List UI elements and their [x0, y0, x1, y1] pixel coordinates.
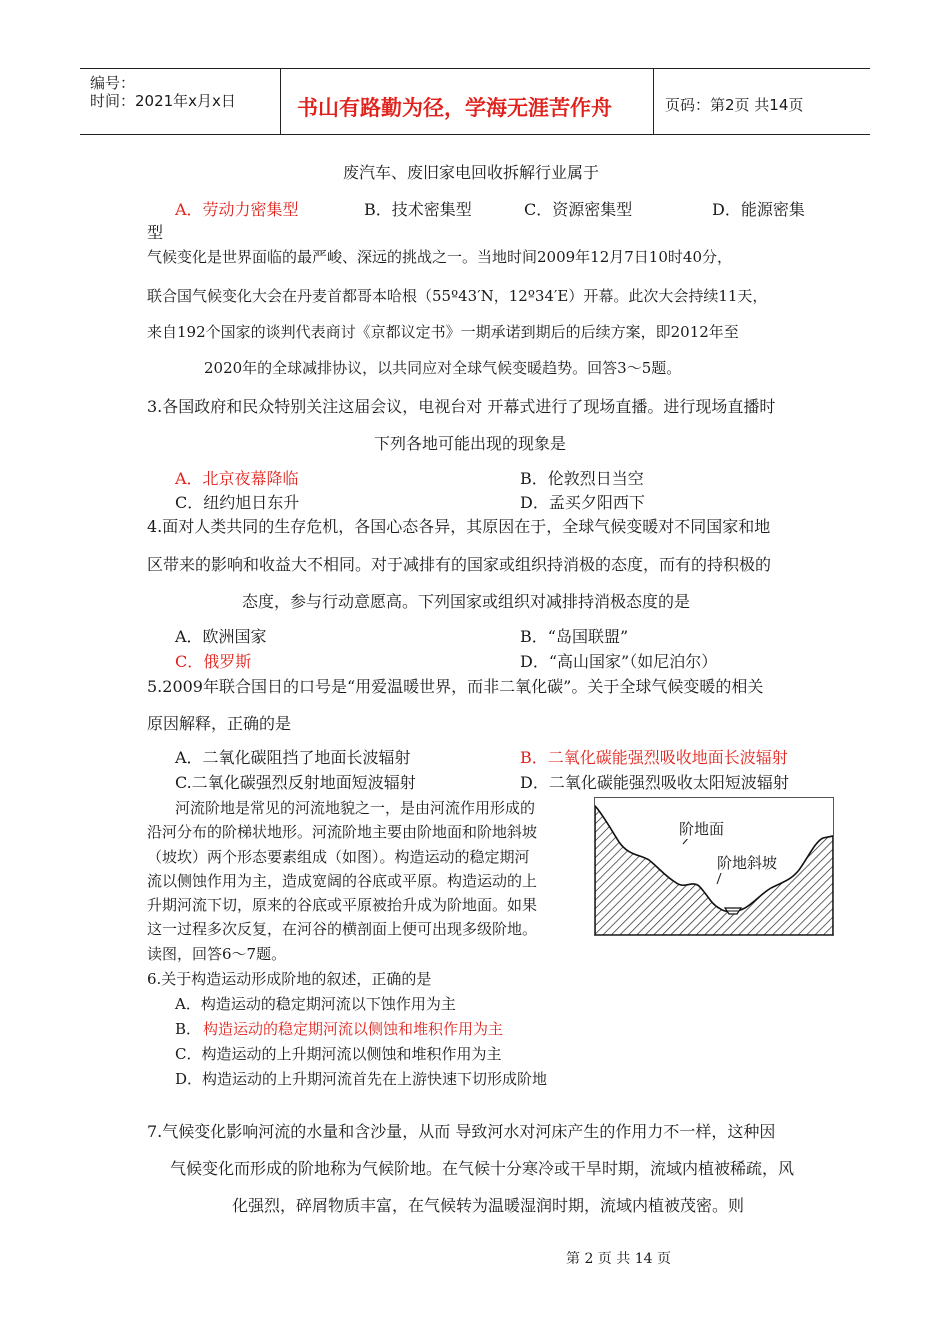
- header-motto: 书山有路勤为径，学海无涯苦作舟: [297, 96, 612, 120]
- header-divider-left: [280, 68, 281, 135]
- passage1-line: 气候变化是世界面临的最严峻、深远的挑战之一。当地时间2009年12月7日10时40分，: [147, 248, 732, 266]
- q2-option-c: C．资源密集型: [524, 200, 633, 219]
- q5-stem-line: 原因解释，正确的是: [147, 714, 292, 733]
- header-bottom-rule: [80, 134, 870, 135]
- doc-number-label: 编号：: [90, 74, 136, 92]
- passage1-line: 来自192个国家的谈判代表商讨《京都议定书》一期承诺到期后的后续方案，即2012年至: [147, 323, 739, 341]
- q2-option-d-wrap: 型: [147, 223, 164, 242]
- header-page-label: 页码：第2页 共14页: [665, 96, 804, 114]
- passage2-line: 河流阶地是常见的河流地貌之一，是由河流作用形成的: [175, 799, 536, 817]
- header-top-rule: [80, 68, 870, 69]
- q4-option-d: D．“高山国家”（如尼泊尔）: [520, 652, 718, 671]
- passage2-line: 沿河分布的阶梯状地形。河流阶地主要由阶地面和阶地斜坡: [147, 823, 538, 841]
- q4-option-b: B．“岛国联盟”: [520, 627, 629, 646]
- q6-option-b: 构造运动的稳定期河流以侧蚀和堆积作用为主: [203, 1020, 504, 1038]
- label-terrace-surface: 阶地面: [679, 820, 725, 838]
- river-terrace-diagram: [594, 797, 834, 936]
- q4-option-c: C．俄罗斯: [175, 652, 252, 671]
- q5-option-a: A．二氧化碳阻挡了地面长波辐射: [175, 748, 411, 767]
- passage2-line: 升期河流下切，原来的谷底或平原被抬升成为阶地面。如果: [147, 896, 538, 914]
- q7-stem-line: 化强烈，碎屑物质丰富，在气候转为温暖湿润时期，流域内植被茂密。则: [232, 1196, 745, 1215]
- q6-option-c: C．构造运动的上升期河流以侧蚀和堆积作用为主: [175, 1045, 502, 1063]
- q2-stem: 废汽车、废旧家电回收拆解行业属于: [343, 163, 600, 182]
- page-footer: 第 2 页 共 14 页: [566, 1251, 671, 1267]
- q5-option-c: C.二氧化碳强烈反射地面短波辐射: [175, 773, 416, 792]
- q3-option-c: C．纽约旭日东升: [175, 493, 300, 512]
- q5-option-d: D．二氧化碳能强烈吸收太阳短波辐射: [520, 773, 789, 792]
- q3-stem-line: 3.各国政府和民众特别关注这届会议，电视台对 开幕式进行了现场直播。进行现场直播时: [147, 397, 776, 416]
- header-divider-right: [653, 68, 654, 135]
- q3-stem-line: 下列各地可能出现的现象是: [374, 434, 567, 453]
- q5-option-b: B．二氧化碳能强烈吸收地面长波辐射: [520, 748, 788, 767]
- q6-option-d: D．构造运动的上升期河流首先在上游快速下切形成阶地: [175, 1070, 548, 1088]
- doc-date-label: 时间：2021年x月x日: [90, 92, 236, 110]
- q7-stem-line: 7.气候变化影响河流的水量和含沙量，从而 导致河水对河床产生的作用力不一样，这种因: [147, 1122, 776, 1141]
- passage1-line: 2020年的全球减排协议，以共同应对全球气候变暖趋势。回答3～5题。: [204, 359, 682, 377]
- q3-option-d: D．孟买夕阳西下: [520, 493, 645, 512]
- q6-stem: 6.关于构造运动形成阶地的叙述，正确的是: [147, 970, 432, 988]
- passage2-line: 流以侧蚀作用为主，造成宽阔的谷底或平原。构造运动的上: [147, 872, 538, 890]
- q2-option-d: D．能源密集: [712, 200, 805, 219]
- passage1-line: 联合国气候变化大会在丹麦首都哥本哈根（55º43′N，12º34′E）开幕。此次大会持续11天，: [147, 287, 768, 305]
- q2-option-a: A．劳动力密集型: [175, 200, 299, 219]
- q4-option-a: A．欧洲国家: [175, 627, 267, 646]
- label-terrace-slope: 阶地斜坡: [717, 854, 778, 872]
- q6-option-b-prefix: B．: [175, 1020, 202, 1038]
- q7-stem-line: 气候变化而形成的阶地称为气候阶地。在气候十分寒冷或干旱时期，流域内植被稀疏，风: [170, 1159, 795, 1178]
- q3-option-b: B．伦敦烈日当空: [520, 469, 644, 488]
- q5-stem-line: 5.2009年联合国日的口号是“用爱温暖世界，而非二氧化碳”。关于全球气候变暖的相关: [147, 677, 764, 696]
- passage2-line: 这一过程多次反复，在河谷的横剖面上便可出现多级阶地。: [147, 920, 538, 938]
- q2-option-b: B．技术密集型: [364, 200, 472, 219]
- q6-option-a: A．构造运动的稳定期河流以下蚀作用为主: [175, 995, 456, 1013]
- q3-option-a: A．北京夜幕降临: [175, 469, 299, 488]
- q4-stem-line: 态度，参与行动意愿高。下列国家或组织对减排持消极态度的是: [242, 592, 691, 611]
- passage2-line: 读图，回答6～7题。: [147, 945, 287, 963]
- q4-stem-line: 区带来的影响和收益大不相同。对于减排有的国家或组织持消极的态度，而有的持积极的: [147, 555, 772, 574]
- passage2-line: （坡坎）两个形态要素组成（如图）。构造运动的稳定期河: [147, 848, 530, 866]
- q4-stem-line: 4.面对人类共同的生存危机，各国心态各异，其原因在于，全球气候变暖对不同国家和地: [147, 517, 771, 536]
